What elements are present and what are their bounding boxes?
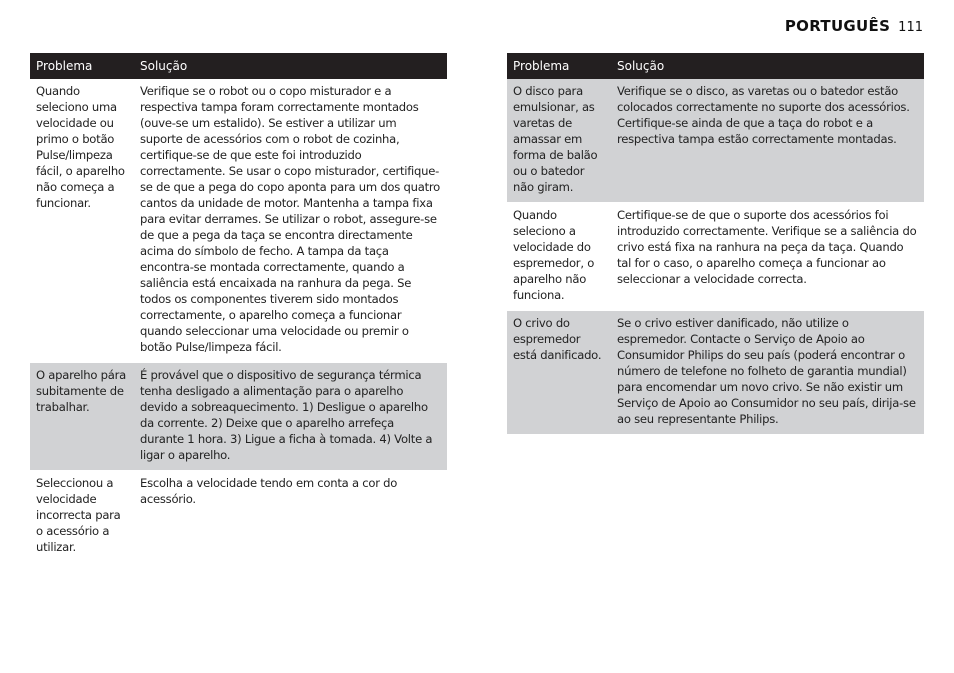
- troubleshooting-table-left: [30, 53, 447, 562]
- table-row: [30, 471, 447, 563]
- solution-cell: É provável que o dispositivo de segurança térmica tenha desligado a alimentação para o aparelho devido a sobreaquecimento. 1) Desligue o aparelho da corrente. 2) Deixe que o aparelho arrefeça durante 1 hora. 3) Ligue a ficha à tomada. 4) Volte a ligar o aparelho.: [134, 363, 447, 471]
- problem-cell: O crivo do espremedor está danificado.: [507, 311, 611, 435]
- column-header-solution: Solução: [134, 53, 447, 79]
- column-header-problem: Problema: [507, 53, 611, 79]
- page-number: 111: [898, 20, 923, 35]
- table-header-row: [30, 53, 447, 79]
- table-row: [507, 311, 924, 435]
- problem-cell: Quando seleciono uma velocidade ou primo o botão Pulse/limpeza fácil, o aparelho não começa a funcionar.: [36, 84, 125, 210]
- problem-cell: O disco para emulsionar, as varetas de amassar em forma de balão ou o batedor não giram.: [507, 79, 611, 203]
- table-row: [30, 79, 447, 363]
- solution-cell: Verifique se o disco, as varetas ou o batedor estão colocados correctamente no suporte dos acessórios. Certifique-se ainda de que a taça do robot e a respectiva tampa estão correctamente montadas.: [611, 79, 924, 203]
- solution-cell: Verifique se o robot ou o copo misturador e a respectiva tampa foram correctamente montados (ouve-se um estalido). Se estiver a utilizar um suporte de acessórios com o robot de cozinha, certifique-se de que este foi introduzido correctamente. Se usar o copo misturador, certifique-se de que a pega do copo aponta para um dos quatro cantos da unidade de motor. Mantenha a tampa fixa para evitar derrames. Se utilizar o robot, assegure-se de que a pega da taça se encontra directamente acima do símbolo de fecho. A tampa da taça encontra-se montada correctamente, quando a saliência está encaixada na ranhura da pega. Se todos os componentes tiverem sido montados correctamente, o aparelho começa a funcionar quando seleccionar uma velocidade ou premir o botão Pulse/limpeza fácil.: [140, 84, 440, 354]
- table-row: [507, 203, 924, 311]
- table-header-row: [507, 53, 924, 79]
- problem-cell: O aparelho pára subitamente de trabalhar.: [30, 363, 134, 471]
- language-title: PORTUGUÊS: [784, 17, 891, 35]
- table-row: [30, 363, 447, 471]
- problem-cell: Quando seleciono a velocidade do espremedor, o aparelho não funciona.: [507, 203, 611, 311]
- solution-cell: Certifique-se de que o suporte dos acessórios foi introduzido correctamente. Verifique se a saliência do crivo está fixa na ranhura na peça da taça. Quando tal for o caso, o aparelho começa a funcionar ao seleccionar a velocidade correcta.: [611, 203, 924, 311]
- table-row: [507, 79, 924, 203]
- page-header: [785, 17, 923, 35]
- solution-cell: Se o crivo estiver danificado, não utilize o espremedor. Contacte o Serviço de Apoio ao Consumidor Philips do seu país (poderá encontrar o número de telefone no folheto de garantia mundial) para encomendar um novo crivo. Se não existir um Serviço de Apoio ao Consumidor no seu país, dirija-se ao seu representante Philips.: [611, 311, 924, 435]
- column-header-solution: Solução: [611, 53, 924, 79]
- column-header-problem: Problema: [30, 53, 134, 79]
- troubleshooting-table-right: [507, 53, 924, 434]
- solution-cell: Escolha a velocidade tendo em conta a cor do acessório.: [134, 471, 447, 563]
- problem-cell: Seleccionou a velocidade incorrecta para o acessório a utilizar.: [30, 471, 134, 563]
